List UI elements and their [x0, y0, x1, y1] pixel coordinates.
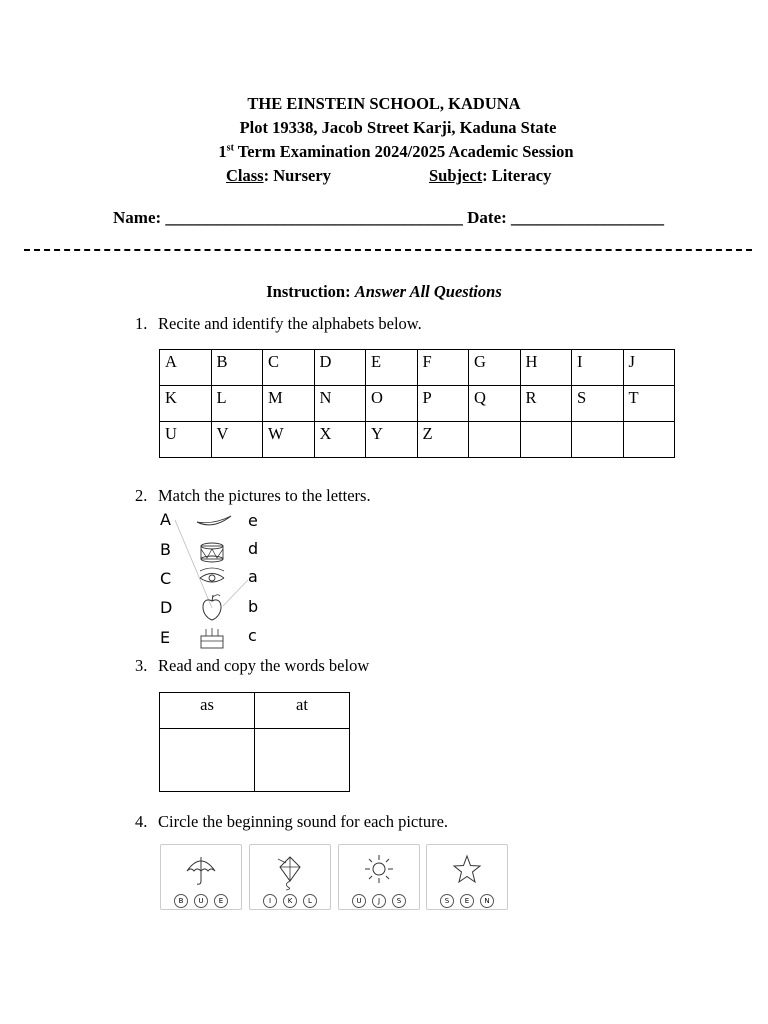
question-3: [135, 656, 369, 676]
sound-option[interactable]: J: [372, 894, 386, 908]
alphabet-cell: G: [469, 350, 521, 386]
alphabet-cell: Z: [417, 422, 469, 458]
star-icon: [427, 845, 507, 891]
name-date-line: Name: ___________________________________ Date: __________________: [113, 208, 665, 227]
school-address: Plot 19338, Jacob Street Karji, Kaduna State: [239, 118, 557, 137]
alphabet-cell: X: [314, 422, 366, 458]
table-row: [160, 729, 350, 792]
copy-answer-cell[interactable]: [160, 729, 255, 792]
sound-options: [161, 892, 241, 910]
sound-option[interactable]: U: [194, 894, 208, 908]
alphabet-cell: D: [314, 350, 366, 386]
alphabet-cell: T: [623, 386, 675, 422]
alphabet-cell: E: [366, 350, 418, 386]
exam-ordinal: st: [226, 142, 234, 154]
dashed-divider: [24, 249, 752, 251]
match-right-letter: d: [248, 539, 259, 558]
subject-label: Subject: [429, 166, 483, 185]
sound-option[interactable]: N: [480, 894, 494, 908]
alphabet-cell: L: [211, 386, 263, 422]
sound-option[interactable]: S: [392, 894, 406, 908]
exam-number: 1: [218, 142, 227, 161]
alphabet-cell: B: [211, 350, 263, 386]
alphabet-cell: [469, 422, 521, 458]
cake-icon: [201, 628, 223, 648]
instruction-label: Instruction:: [266, 282, 355, 301]
alphabet-cell: [572, 422, 624, 458]
sound-option[interactable]: B: [174, 894, 188, 908]
question-number: 2.: [135, 486, 148, 505]
alphabet-cell: W: [263, 422, 315, 458]
match-left-letter: A: [160, 510, 171, 529]
question-text: Recite and identify the alphabets below.: [158, 314, 422, 333]
matching-exercise: [155, 508, 270, 654]
instruction-text: Answer All Questions: [354, 282, 502, 301]
drum-icon: [201, 543, 223, 562]
question-text: Match the pictures to the letters.: [158, 486, 371, 505]
umbrella-icon: [161, 845, 241, 891]
alphabet-cell: O: [366, 386, 418, 422]
sound-options: [339, 892, 419, 910]
sound-options: [250, 892, 330, 910]
table-row: [160, 693, 350, 729]
exam-session: Term Examination 2024/2025 Academic Session: [233, 142, 574, 161]
question-4: [135, 812, 448, 832]
alphabet-table: [159, 349, 675, 458]
alphabet-cell: U: [160, 422, 212, 458]
table-row: [160, 350, 675, 386]
alphabet-cell: Y: [366, 422, 418, 458]
word-cell: as: [160, 693, 255, 729]
subject-value: : Literacy: [482, 166, 552, 185]
alphabet-cell: H: [520, 350, 572, 386]
eye-icon: [200, 568, 224, 582]
match-left-letter: E: [160, 628, 171, 647]
sound-option[interactable]: L: [303, 894, 317, 908]
alphabet-cell: A: [160, 350, 212, 386]
alphabet-cell: I: [572, 350, 624, 386]
sound-card: [160, 844, 242, 910]
match-right-letter: e: [248, 511, 258, 530]
sound-option[interactable]: E: [460, 894, 474, 908]
match-left-letter: D: [160, 598, 173, 617]
sound-card: [426, 844, 508, 910]
match-left-letter: C: [160, 569, 172, 588]
class-label: Class: [226, 166, 264, 185]
alphabet-cell: V: [211, 422, 263, 458]
alphabet-cell: F: [417, 350, 469, 386]
table-row: [160, 422, 675, 458]
banana-icon: [197, 516, 231, 525]
alphabet-cell: S: [572, 386, 624, 422]
sound-option[interactable]: S: [440, 894, 454, 908]
subject-field: [429, 166, 551, 186]
sound-option[interactable]: E: [214, 894, 228, 908]
question-number: 1.: [135, 314, 148, 333]
question-text: Circle the beginning sound for each picture.: [158, 812, 449, 831]
match-line: [223, 580, 248, 606]
match-line: [175, 520, 212, 608]
school-name: THE EINSTEIN SCHOOL, KADUNA: [247, 94, 521, 113]
question-number: 4.: [135, 812, 148, 831]
sound-card: [249, 844, 331, 910]
alphabet-cell: C: [263, 350, 315, 386]
exam-title: [12, 142, 768, 162]
question-number: 3.: [135, 656, 148, 675]
word-cell: at: [255, 693, 350, 729]
copy-words-table: [159, 692, 350, 792]
question-text: Read and copy the words below: [158, 656, 370, 675]
alphabet-cell: R: [520, 386, 572, 422]
question-2: [135, 486, 371, 506]
copy-answer-cell[interactable]: [255, 729, 350, 792]
sound-options: [427, 892, 507, 910]
alphabet-cell: J: [623, 350, 675, 386]
question-1: [135, 314, 422, 334]
alphabet-cell: N: [314, 386, 366, 422]
match-right-letter: a: [248, 567, 258, 586]
class-field: [226, 166, 331, 186]
sound-option[interactable]: K: [283, 894, 297, 908]
kite-icon: [250, 845, 330, 891]
alphabet-cell: P: [417, 386, 469, 422]
match-left-letter: B: [160, 540, 171, 559]
alphabet-cell: [623, 422, 675, 458]
alphabet-cell: M: [263, 386, 315, 422]
alphabet-cell: Q: [469, 386, 521, 422]
sound-card: [338, 844, 420, 910]
sound-option[interactable]: U: [352, 894, 366, 908]
match-right-letter: b: [248, 597, 259, 616]
match-right-letter: c: [248, 626, 257, 645]
instruction: [0, 282, 768, 302]
sound-option[interactable]: I: [263, 894, 277, 908]
table-row: [160, 386, 675, 422]
sun-icon: [339, 845, 419, 891]
alphabet-cell: [520, 422, 572, 458]
alphabet-cell: K: [160, 386, 212, 422]
class-value: : Nursery: [263, 166, 331, 185]
